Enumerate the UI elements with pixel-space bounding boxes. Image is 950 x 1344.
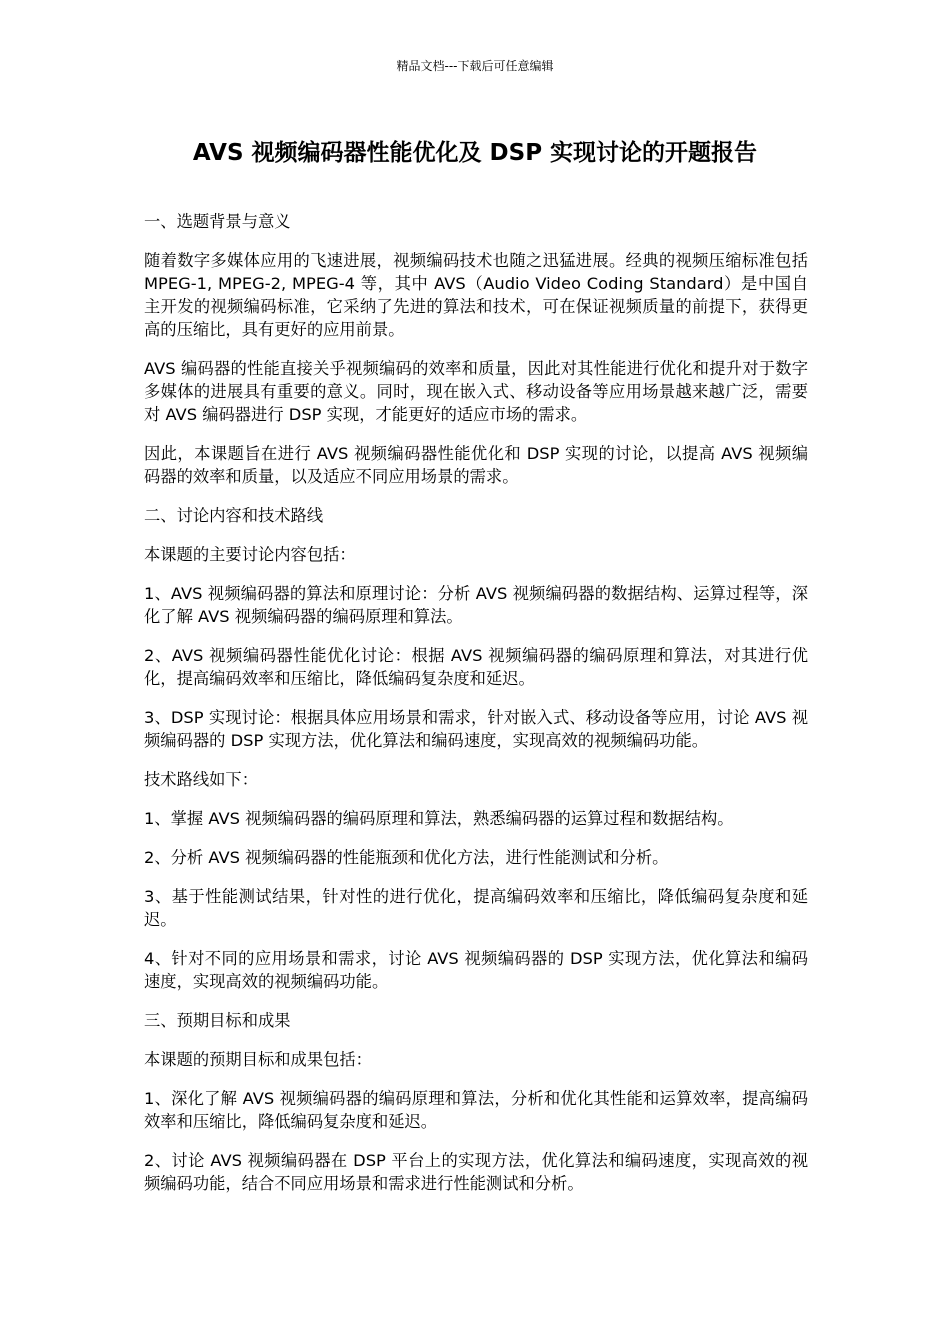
list-item-route-1: 1、掌握 AVS 视频编码器的编码原理和算法，熟悉编码器的运算过程和数据结构。 <box>144 809 734 828</box>
paragraph-background-3: 因此，本课题旨在进行 AVS 视频编码器性能优化和 DSP 实现的讨论，以提高 AVS 视频编码器的效率和质量，以及适应不同应用场景的需求。 <box>144 444 808 486</box>
section-heading-research-content: 二、讨论内容和技术路线 <box>144 506 324 525</box>
list-item-route-3: 3、基于性能测试结果，针对性的进行优化，提高编码效率和压缩比，降低编码复杂度和延迟。 <box>144 887 808 929</box>
document-title: AVS 视频编码器性能优化及 DSP 实现讨论的开题报告 <box>192 140 758 166</box>
paragraph-goals-intro: 本课题的预期目标和成果包括： <box>144 1050 372 1069</box>
header-note: 精品文档---下载后可任意编辑 <box>396 59 554 73</box>
document-body <box>144 210 808 1211</box>
section-heading-background: 一、选题背景与意义 <box>144 212 291 231</box>
paragraph-background-2: AVS 编码器的性能直接关乎视频编码的效率和质量，因此对其性能进行优化和提升对于数字多媒体的进展具有重要的意义。同时，现在嵌入式、移动设备等应用场景越来越广泛，需要对 AVS 编码器进行 DSP 实现，才能更好的适应市场的需求。 <box>144 359 808 424</box>
list-item-goal-2: 2、讨论 AVS 视频编码器在 DSP 平台上的实现方法，优化算法和编码速度，实现高效的视频编码功能，结合不同应用场景和需求进行性能测试和分析。 <box>144 1151 808 1193</box>
paragraph-background-1: 随着数字多媒体应用的飞速进展，视频编码技术也随之迅猛进展。经典的视频压缩标准包括 MPEG-1, MPEG-2, MPEG-4 等，其中 AVS（Audio Video Coding Standard）是中国自主开发的视频编码标准，它采纳了先进的算法和技术，可在保证视频质量的前提下，获得更高的压缩比，具有更好的应用前景。 <box>144 251 808 339</box>
list-item-content-2: 2、AVS 视频编码器性能优化讨论：根据 AVS 视频编码器的编码原理和算法，对其进行优化，提高编码效率和压缩比，降低编码复杂度和延迟。 <box>144 646 808 688</box>
list-item-goal-1: 1、深化了解 AVS 视频编码器的编码原理和算法，分析和优化其性能和运算效率，提高编码效率和压缩比，降低编码复杂度和延迟。 <box>144 1089 808 1131</box>
list-item-content-3: 3、DSP 实现讨论：根据具体应用场景和需求，针对嵌入式、移动设备等应用，讨论 AVS 视频编码器的 DSP 实现方法，优化算法和编码速度，实现高效的视频编码功能。 <box>144 708 808 750</box>
list-item-content-1: 1、AVS 视频编码器的算法和原理讨论：分析 AVS 视频编码器的数据结构、运算过程等，深化了解 AVS 视频编码器的编码原理和算法。 <box>144 584 808 626</box>
list-item-route-2: 2、分析 AVS 视频编码器的性能瓶颈和优化方法，进行性能测试和分析。 <box>144 848 669 867</box>
paragraph-content-intro: 本课题的主要讨论内容包括： <box>144 545 356 564</box>
list-item-route-4: 4、针对不同的应用场景和需求，讨论 AVS 视频编码器的 DSP 实现方法，优化算法和编码速度，实现高效的视频编码功能。 <box>144 949 808 991</box>
paragraph-route-intro: 技术路线如下： <box>144 770 258 789</box>
section-heading-goals: 三、预期目标和成果 <box>144 1011 291 1030</box>
